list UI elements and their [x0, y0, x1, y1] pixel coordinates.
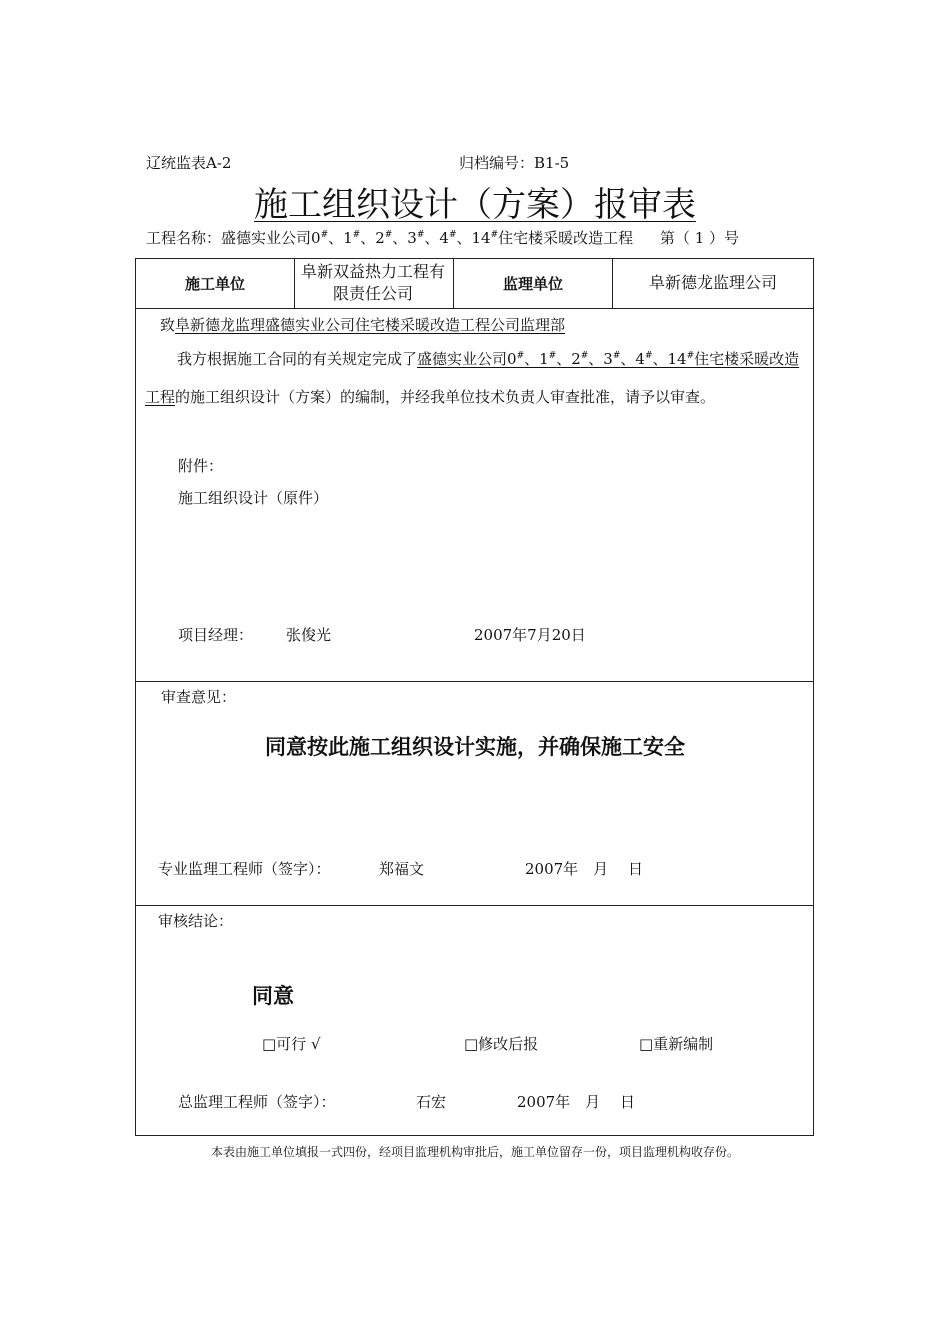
- project-part: 、4: [620, 350, 645, 368]
- project-part: 、1: [328, 229, 353, 247]
- application-body: [145, 337, 807, 416]
- project-part: #: [384, 230, 393, 240]
- project-part: 、14: [456, 229, 491, 247]
- project-part: 、2: [556, 350, 581, 368]
- application-project-name: 盛德实业公司0: [417, 350, 517, 368]
- supervisor-value: 阜新德龙监理公司: [648, 273, 777, 292]
- manager-name: 张俊光: [286, 626, 332, 644]
- addressee-value: 阜新德龙监理盛德实业公司住宅楼采暖改造工程公司监理部: [175, 316, 566, 334]
- engineer-name: 郑福文: [379, 860, 425, 878]
- project-part: 、4: [424, 229, 449, 247]
- project-part: #: [320, 230, 329, 240]
- project-part: 、2: [360, 229, 385, 247]
- option-feasible-checkbox[interactable]: □可行 √: [262, 1035, 321, 1053]
- project-part: #: [548, 351, 557, 361]
- project-part: 、1: [524, 350, 549, 368]
- archive-number: 归档编号：B1-5: [459, 154, 570, 172]
- form-number: 第（ 1 ）号: [659, 229, 740, 247]
- footnote: 本表由施工单位填报一式四份，经项目监理机构审批后，施工单位留存一份，项目监理机构收存份。: [210, 1145, 739, 1159]
- project-part: 、3: [392, 229, 417, 247]
- project-part: #: [516, 351, 525, 361]
- project-part: #: [644, 351, 653, 361]
- option-revise-checkbox[interactable]: □修改后报: [464, 1035, 539, 1053]
- review-label: 审查意见：: [161, 688, 237, 706]
- application-body-suffix: 的施工组织设计（方案）的编制，并经我单位技术负责人审查批准，请予以审查。: [175, 388, 716, 406]
- chief-name: 石宏: [416, 1093, 447, 1111]
- application-date: 2007年7月20日: [474, 626, 586, 644]
- page-title-text: 施工组织设计（方案）报审表: [254, 185, 696, 225]
- option-recompile-checkbox[interactable]: □重新编制: [639, 1035, 714, 1053]
- contractor-label: 施工单位: [184, 274, 245, 293]
- application-body-prefix: 我方根据施工合同的有关规定完成了: [177, 350, 418, 368]
- review-date: 2007年 月 日: [525, 860, 643, 878]
- form-code: 辽统监表A-2: [146, 154, 232, 172]
- project-part: 住宅楼采暖改造工程: [145, 350, 800, 406]
- manager-label: 项目经理：: [178, 626, 254, 644]
- project-part: #: [686, 351, 695, 361]
- project-part: 、14: [652, 350, 687, 368]
- chief-label: 总监理工程师（签字）：: [178, 1093, 336, 1111]
- engineer-label: 专业监理工程师（签字）：: [158, 860, 331, 878]
- project-part: 、3: [588, 350, 613, 368]
- project-name: 盛德实业公司0: [221, 229, 321, 247]
- addressee-prefix: 致: [160, 316, 176, 334]
- conclusion-result: 同意: [252, 983, 294, 1008]
- conclusion-date: 2007年 月 日: [517, 1093, 635, 1111]
- project-part: #: [580, 351, 589, 361]
- row-divider: [135, 905, 814, 906]
- project-part: #: [448, 230, 457, 240]
- project-part: #: [416, 230, 425, 240]
- page-title: [0, 177, 950, 226]
- project-part: 住宅楼采暖改造工程: [498, 229, 634, 247]
- supervisor-label: 监理单位: [502, 274, 563, 293]
- contractor-value: 阜新双益热力工程有限责任公司: [300, 262, 445, 303]
- project-part: #: [352, 230, 361, 240]
- row-divider: [135, 681, 814, 682]
- conclusion-label: 审核结论：: [158, 912, 234, 930]
- column-divider: [294, 258, 295, 308]
- project-part: #: [612, 351, 621, 361]
- project-label: 工程名称：: [146, 229, 222, 247]
- project-part: #: [490, 230, 499, 240]
- attachment-item: 施工组织设计（原件）: [178, 489, 329, 507]
- project-line: [146, 227, 739, 248]
- row-divider: [135, 308, 814, 309]
- addressee-line: [160, 314, 565, 335]
- attachment-label: 附件：: [178, 457, 224, 475]
- review-opinion: 同意按此施工组织设计实施，并确保施工安全: [265, 734, 685, 759]
